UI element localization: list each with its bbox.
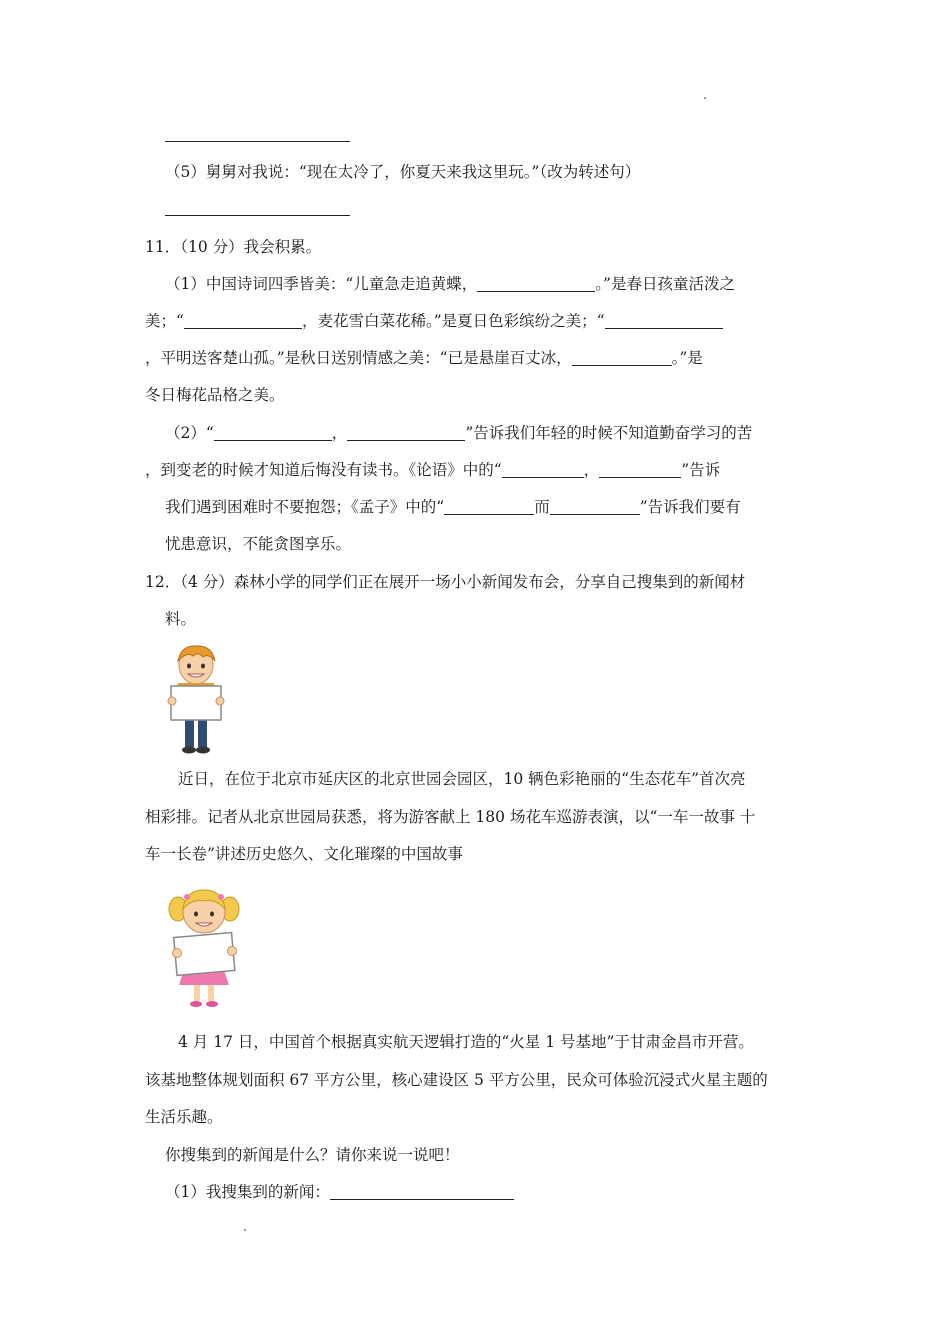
q11-p2-line3	[165, 496, 741, 518]
news1-line3: 车一长卷”讲述历史悠久、文化璀璨的中国故事	[145, 845, 463, 863]
page-dot	[704, 97, 706, 99]
q11-p2-text: 我们遇到困难时不要抱怨；《孟子》中的“	[165, 498, 445, 516]
answer-line-q10-5[interactable]	[165, 215, 350, 216]
answer-line-q10-4[interactable]	[165, 141, 350, 142]
blank-mengzi-2[interactable]	[550, 498, 640, 515]
news2-line2: 该基地整体规划面积 67 平方公里，核心建设区 5 平方公里，民众可体验沉浸式火星主题的	[145, 1071, 768, 1089]
q11-p1-text: 。”是春日孩童活泼之	[595, 275, 735, 293]
q11-p1-line1	[165, 273, 735, 295]
q11-p2-line1	[165, 422, 752, 444]
q11-p1-line2	[145, 310, 723, 332]
blank-poem-spring[interactable]	[477, 275, 595, 292]
blank-poem-autumn[interactable]	[605, 312, 723, 329]
blank-lunyu-1[interactable]	[502, 461, 584, 478]
q11-p2-text: 而	[534, 498, 550, 516]
q12-prompt: 你搜集到的新闻是什么？请你来说一说吧！	[165, 1146, 460, 1164]
q12-item1-label: （1）我搜集到的新闻：	[165, 1183, 330, 1201]
q11-p1-text: ，平明送客楚山孤。”是秋日送别情感之美：“已是悬崖百丈冰，	[145, 349, 572, 367]
blank-poem-summer[interactable]	[184, 312, 302, 329]
q11-p1-text: ，麦花雪白菜花稀。”是夏日色彩缤纷之美；“	[301, 312, 605, 330]
news2-line3: 生活乐趣。	[145, 1108, 223, 1126]
q11-p2-text: ，	[583, 461, 600, 479]
blank-lunyu-2[interactable]	[599, 461, 681, 478]
q11-p1-line3	[145, 347, 703, 369]
q11-p1-text: 美；“	[145, 312, 184, 330]
q12-header-line1: 12．（4 分）森林小学的同学们正在展开一场小小新闻发布会，分享自己搜集到的新闻材	[145, 573, 746, 591]
q11-p2-text: ，	[331, 424, 348, 442]
blank-poem-winter[interactable]	[572, 349, 672, 366]
q11-p2-text: （2）“	[165, 424, 214, 442]
q12-header-line2: 料。	[165, 610, 197, 628]
blank-proverb-2[interactable]	[347, 424, 465, 441]
blank-proverb-1[interactable]	[214, 424, 332, 441]
q11-p2-line4: 忧患意识，不能贪图享乐。	[165, 535, 352, 553]
q11-p1-text: （1）中国诗词四季皆美：“儿童急走追黄蝶，	[165, 275, 478, 293]
girl-holding-sign-icon	[165, 885, 243, 1013]
q11-p1-line4: 冬日梅花品格之美。	[145, 386, 285, 404]
q11-header: 11．（10 分）我会积累。	[145, 238, 322, 256]
news1-line2: 相彩排。记者从北京世园局获悉，将为游客献上 180 场花车巡游表演，以“一车一故事 十	[145, 808, 756, 826]
q11-p2-text: ”告诉我们年轻的时候不知道勤奋学习的苦	[465, 424, 753, 442]
boy-holding-sign-icon	[165, 643, 227, 755]
blank-mengzi-1[interactable]	[444, 498, 534, 515]
q12-item1-line	[165, 1181, 514, 1203]
page-dot	[244, 1229, 246, 1231]
q11-p2-line2	[145, 459, 720, 481]
news2-line1: 4 月 17 日，中国首个根据真实航天逻辑打造的“火星 1 号基地”于甘肃金昌市开营。	[178, 1033, 754, 1051]
q11-p2-text: ，到变老的时候才知道后悔没有读书。《论语》中的“	[145, 461, 502, 479]
q11-p2-text: ”告诉我们要有	[639, 498, 741, 516]
q11-p1-text: 。”是	[671, 349, 703, 367]
q10-item5-text: （5）舅舅对我说：“现在太冷了，你夏天来我这里玩。”（改为转述句）	[165, 163, 641, 181]
q11-p2-text: ”告诉	[681, 461, 721, 479]
news1-line1: 近日，在位于北京市延庆区的北京世园会园区，10 辆色彩艳丽的“生态花车”首次亮	[178, 770, 746, 788]
blank-my-news[interactable]	[330, 1183, 514, 1200]
